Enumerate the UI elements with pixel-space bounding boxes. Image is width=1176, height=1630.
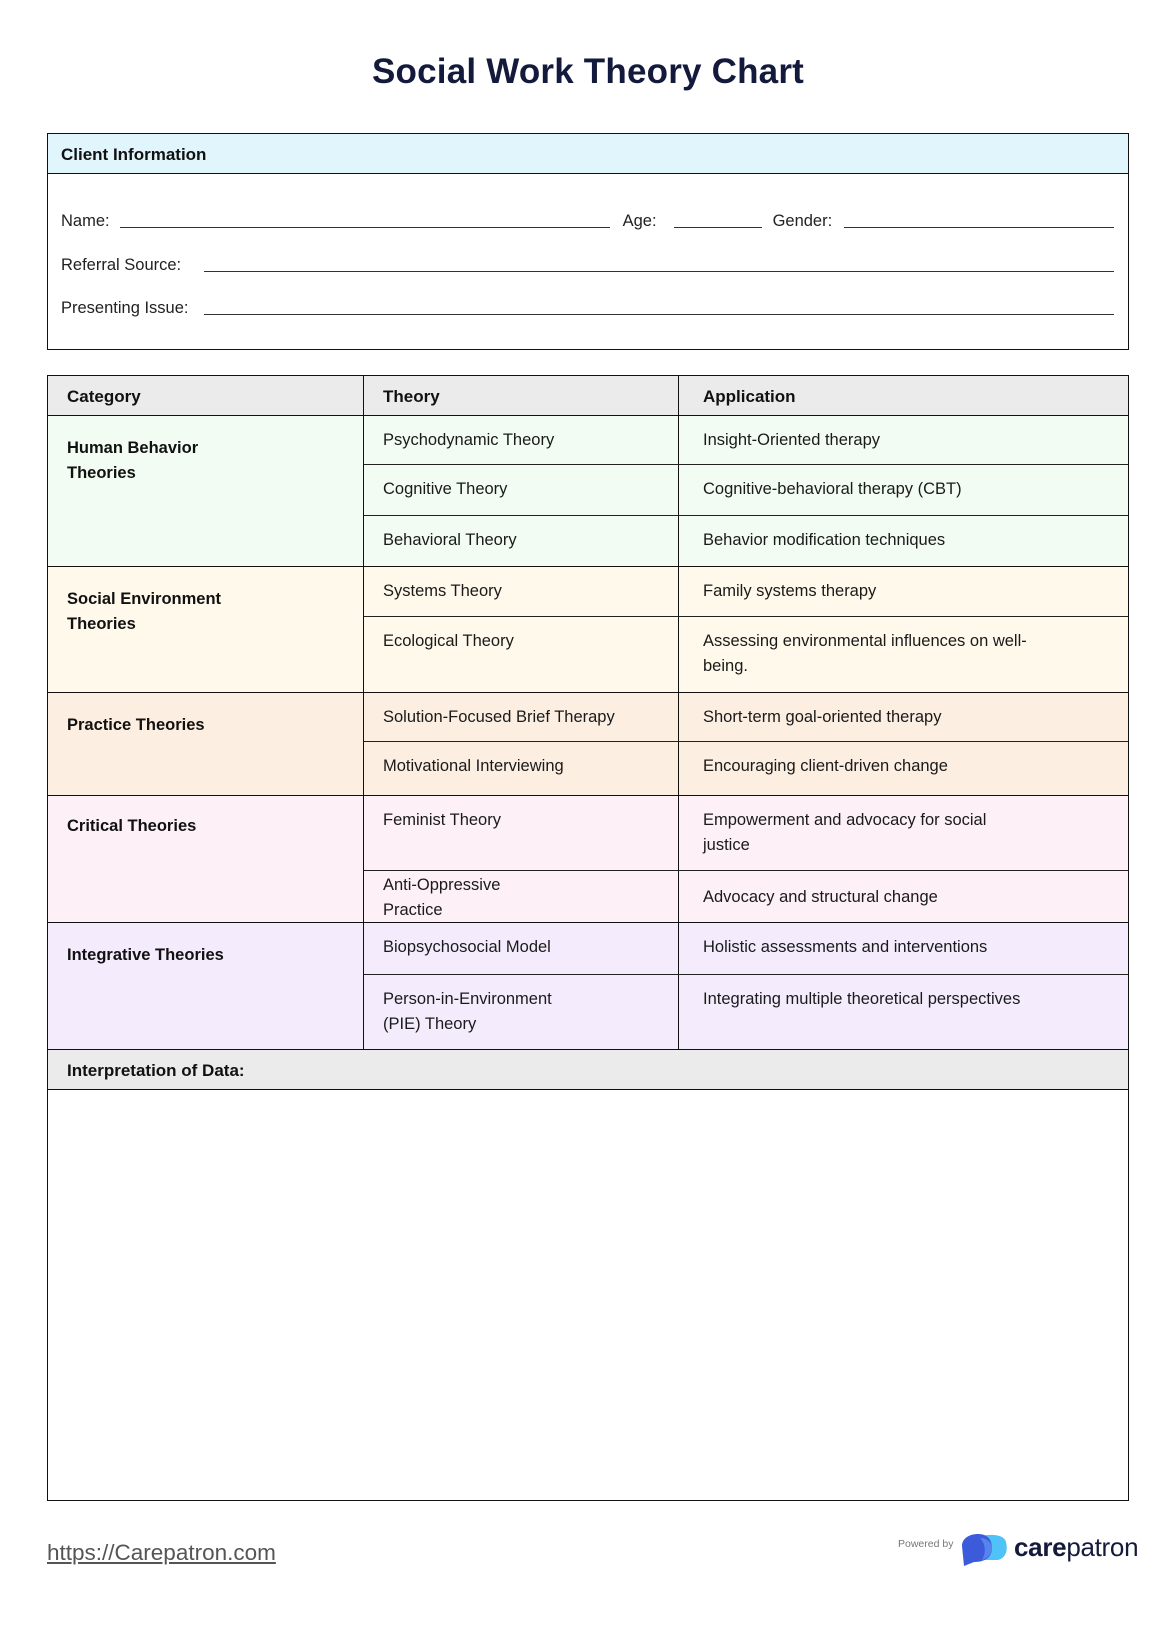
column-header-application: Application: [703, 387, 796, 406]
client-information-heading: Client Information: [48, 134, 1128, 174]
presenting-issue-row: [61, 299, 1114, 319]
table-row: [364, 975, 1128, 1049]
category-cell: Critical Theories: [48, 796, 364, 922]
theory-cell: Biopsychosocial Model: [364, 923, 679, 974]
table-row: [364, 516, 1128, 566]
table-row: [364, 465, 1128, 516]
theory-cell: Anti-Oppressive Practice: [364, 871, 679, 935]
application-cell: Holistic assessments and interventions: [703, 938, 988, 956]
theory-cell: Behavioral Theory: [364, 516, 679, 566]
column-header-theory: Theory: [364, 376, 679, 415]
application-cell: Empowerment and advocacy for social justice: [703, 811, 987, 854]
application-cell: Integrating multiple theoretical perspectives: [703, 990, 1021, 1008]
column-header-category: Category: [48, 376, 364, 415]
application-cell: Cognitive-behavioral therapy (CBT): [703, 480, 962, 498]
theory-cell: Solution-Focused Brief Therapy: [364, 693, 679, 741]
group-critical-theories: [48, 796, 1128, 923]
brand-bold-text: care: [1014, 1532, 1067, 1562]
group-practice-theories: [48, 693, 1128, 796]
application-cell: Encouraging client-driven change: [703, 757, 948, 775]
name-label: Name:: [61, 212, 110, 230]
presenting-issue-field[interactable]: [204, 314, 1115, 315]
theory-table: [47, 375, 1129, 1501]
referral-source-label: Referral Source:: [61, 256, 182, 274]
referral-source-field[interactable]: [204, 271, 1114, 272]
group-social-environment-theories: [48, 567, 1128, 693]
theory-cell: Feminist Theory: [364, 796, 679, 870]
theory-cell: Ecological Theory: [364, 617, 679, 692]
interpretation-heading: Interpretation of Data:: [48, 1050, 1128, 1090]
name-field[interactable]: [120, 227, 610, 228]
group-human-behavior-theories: [48, 416, 1128, 567]
table-row: [364, 617, 1128, 692]
group-integrative-theories: [48, 923, 1128, 1050]
application-cell: Behavior modification techniques: [703, 531, 946, 549]
application-cell: Family systems therapy: [703, 582, 877, 600]
theory-cell: Person-in-Environment (PIE) Theory: [364, 975, 679, 1049]
interpretation-field[interactable]: [48, 1090, 1128, 1501]
brand-light-text: patron: [1066, 1532, 1139, 1562]
table-row: [364, 923, 1128, 975]
carepatron-wordmark: [1014, 1532, 1138, 1563]
age-field[interactable]: [674, 227, 762, 228]
category-cell: Practice Theories: [48, 693, 364, 795]
table-row: [364, 567, 1128, 617]
theory-cell: Psychodynamic Theory: [364, 416, 679, 464]
theory-cell: Cognitive Theory: [364, 465, 679, 515]
powered-by-label: Powered by: [898, 1538, 954, 1550]
theory-cell: Systems Theory: [364, 567, 679, 616]
application-cell: Insight-Oriented therapy: [703, 431, 881, 449]
carepatron-link[interactable]: https://Carepatron.com: [47, 1540, 276, 1565]
table-row: [364, 416, 1128, 465]
application-cell: Advocacy and structural change: [703, 888, 938, 906]
name-age-gender-row: [61, 212, 1114, 232]
category-cell: Social Environment Theories: [48, 567, 364, 692]
referral-source-row: [61, 256, 1114, 276]
table-row: [364, 742, 1128, 795]
page-title: Social Work Theory Chart: [371, 52, 805, 91]
gender-field[interactable]: [844, 227, 1114, 228]
client-information-section: [47, 133, 1129, 350]
category-cell: Integrative Theories: [48, 923, 364, 1049]
application-cell: Short-term goal-oriented therapy: [703, 708, 942, 726]
category-cell: Human Behavior Theories: [48, 416, 364, 566]
table-header-row: [48, 376, 1128, 416]
gender-label: Gender:: [772, 212, 833, 230]
table-row: [364, 693, 1128, 742]
theory-cell: Motivational Interviewing: [364, 742, 679, 795]
presenting-issue-label: Presenting Issue:: [61, 299, 189, 317]
carepatron-logo-icon: [960, 1532, 1010, 1568]
age-label: Age:: [622, 212, 657, 230]
table-row: [364, 796, 1128, 871]
application-cell: Assessing environmental influences on well-being.: [703, 632, 1027, 675]
